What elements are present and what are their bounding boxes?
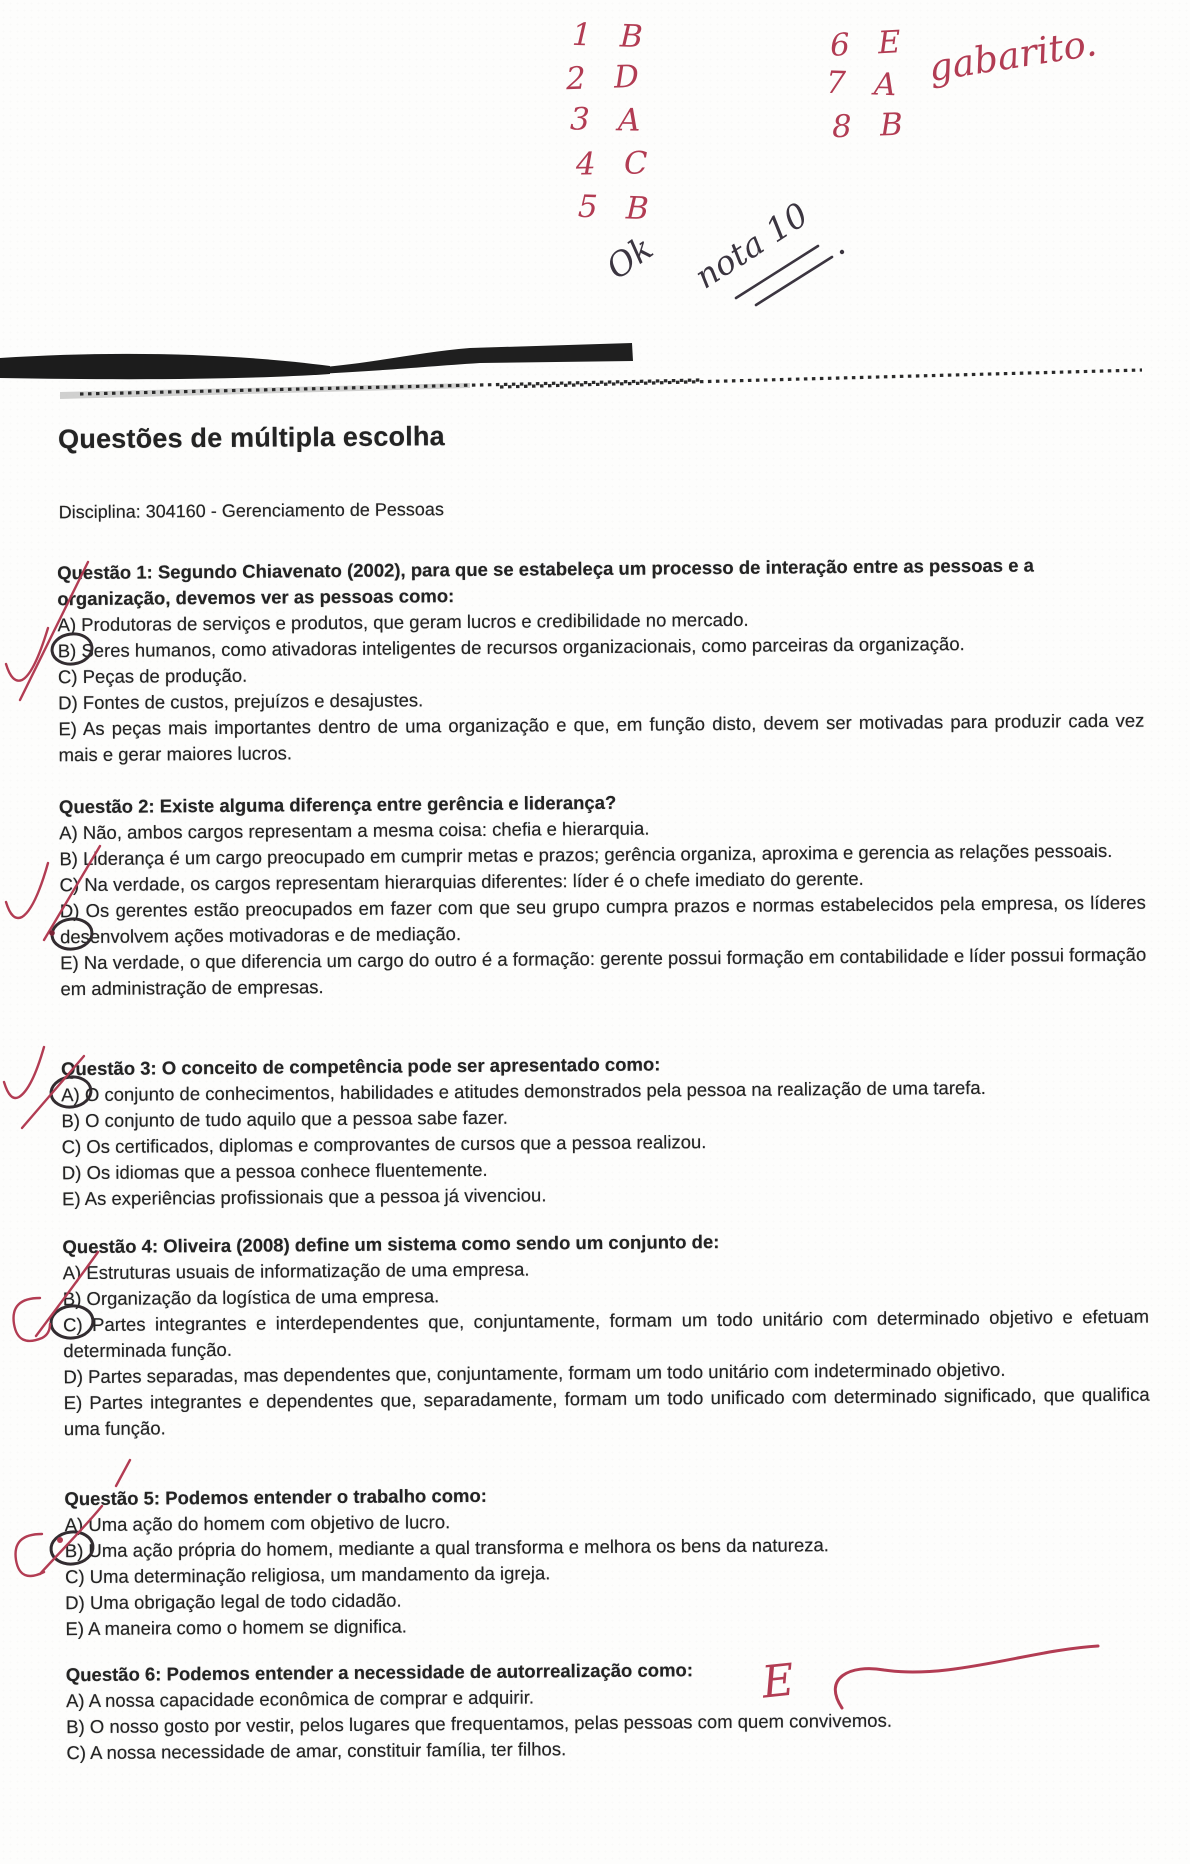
question-2 xyxy=(59,786,1147,1003)
answer-key-answer-letter: B xyxy=(879,106,904,144)
grade-ok-note: Ok xyxy=(599,228,660,287)
answer-key-item-7 xyxy=(825,65,897,103)
answer-key-answer-letter: E xyxy=(877,24,902,62)
question-2-option-d: D) Os gerentes estão preocupados em fazer com que seu grupo cumpra prazos e normas estabelecidos pela empresa, os líderes desenvolvem ações motivadoras e de mediação. xyxy=(59,891,1146,948)
answer-key-question-number: 1 xyxy=(571,16,593,54)
page-title: Questões de múltipla escolha xyxy=(57,421,445,455)
question-4 xyxy=(62,1226,1150,1443)
question-5-option-c: C) Uma determinação religiosa, um mandamento da igreja. xyxy=(64,1562,551,1588)
question-3-header: Questão 3: O conceito de competência pode ser apresentado como: xyxy=(60,1053,661,1080)
question-2-header: Questão 2: Existe alguma diferença entre gerência e liderança? xyxy=(58,791,617,818)
question-3 xyxy=(61,1048,1148,1213)
answer-key-item-2 xyxy=(565,59,639,98)
question-6-option-a: A) A nossa capacidade econômica de comprar e adquirir. xyxy=(65,1686,535,1712)
answer-key-item-5 xyxy=(577,189,649,227)
answer-key-answer-letter: B xyxy=(625,190,650,228)
grade-note: nota 10 xyxy=(687,194,815,297)
gabarito-label: gabarito. xyxy=(925,21,1100,90)
question-4-option-b: B) Organização da logística de uma empresa. xyxy=(62,1285,440,1310)
question-1-option-a: A) Produtoras de serviços e produtos, que geram lucros e credibilidade no mercado. xyxy=(57,608,749,636)
answer-key-answer-letter: C xyxy=(623,145,649,182)
question-1-option-d: D) Fontes de custos, prejuízos e desajustes. xyxy=(58,689,424,714)
question-6-option-b: B) O nosso gosto por vestir, pelos lugares que frequentamos, pelas pessoas com quem convivemos. xyxy=(66,1709,893,1738)
question-6 xyxy=(66,1654,1153,1767)
question-3-option-b: B) O conjunto de tudo aquilo que a pessoa sabe fazer. xyxy=(61,1106,508,1132)
question-4-header: Questão 4: Oliveira (2008) define um sistema como sendo um conjunto de: xyxy=(62,1231,720,1258)
question-5-header: Questão 5: Podemos entender o trabalho como: xyxy=(64,1484,487,1510)
answer-key-item-6 xyxy=(829,24,901,64)
discipline-line: Disciplina: 304160 - Gerenciamento de Pessoas xyxy=(58,499,444,523)
answer-key-item-1 xyxy=(571,17,643,55)
question-4-option-a: A) Estruturas usuais de informatização de uma empresa. xyxy=(62,1258,530,1284)
question-5 xyxy=(64,1478,1151,1643)
answer-key-answer-letter: A xyxy=(873,66,897,104)
answer-key-question-number: 4 xyxy=(575,146,597,183)
question-4-option-e: E) Partes integrantes e dependentes que, separadamente, formam um todo unificado com determinado significado, que qualifica uma função. xyxy=(63,1383,1150,1440)
answer-key-answer-letter: A xyxy=(617,102,641,139)
question-3-option-e: E) As experiências profissionais que a pessoa já vivenciou. xyxy=(61,1184,547,1210)
answer-key-question-number: 2 xyxy=(565,60,587,98)
answer-key-question-number: 8 xyxy=(831,108,853,146)
answer-key-item-3 xyxy=(570,101,641,138)
question-5-option-e: E) A maneira como o homem se dignifica. xyxy=(65,1615,407,1640)
question-1-option-b: B) Seres humanos, como ativadoras inteligentes de recursos organizacionais, como parceiras da organização. xyxy=(57,633,965,662)
question-6-handwritten-answer: E xyxy=(759,1654,797,1709)
question-2-option-c: C) Na verdade, os cargos representam hierarquias diferentes: líder é o chefe imediato do gerente. xyxy=(59,867,864,896)
question-3-option-d: D) Os idiomas que a pessoa conhece fluentemente. xyxy=(61,1158,488,1184)
answer-key-answer-letter: B xyxy=(619,18,644,56)
question-2-option-e: E) Na verdade, o que diferencia um cargo do outro é a formação: gerente possui formação em contabilidade e líder possui formação em administração de empresas. xyxy=(60,943,1147,1000)
question-5-option-d: D) Uma obrigação legal de todo cidadão. xyxy=(65,1589,402,1614)
question-1-option-c: C) Peças de produção. xyxy=(57,664,248,688)
question-6-option-c: C) A nossa necessidade de amar, constituir família, ter filhos. xyxy=(66,1738,567,1764)
question-1-header: Questão 1: Segundo Chiavenato (2002), para que se estabeleça um processo de interação entre as pessoas e a organização, devemos ver as pessoas como: xyxy=(57,554,1034,610)
question-3-option-a: A) O conjunto de conhecimentos, habilidades e atitudes demonstrados pela pessoa na realização de uma tarefa. xyxy=(61,1076,986,1106)
answer-key-item-8 xyxy=(831,107,903,145)
answer-key-answer-letter: D xyxy=(613,58,640,96)
question-1 xyxy=(57,552,1145,769)
answer-key-question-number: 6 xyxy=(829,26,851,64)
question-5-option-a: A) Uma ação do homem com objetivo de lucro. xyxy=(64,1511,451,1536)
answer-key-question-number: 7 xyxy=(825,64,847,102)
question-3-option-c: C) Os certificados, diplomas e comprovantes de cursos que a pessoa realizou. xyxy=(61,1131,707,1158)
answer-key-question-number: 5 xyxy=(577,188,599,226)
question-4-option-d: D) Partes separadas, mas dependentes que, conjuntamente, formam um todo unitário com indeterminado objetivo. xyxy=(63,1358,1006,1388)
answer-key-question-number: 3 xyxy=(569,101,591,138)
question-2-option-a: A) Não, ambos cargos representam a mesma coisa: chefia e hierarquia. xyxy=(59,817,650,844)
question-5-option-b: B) Uma ação própria do homem, mediante a qual transforma e melhora os bens da natureza. xyxy=(64,1534,829,1562)
answer-key-item-4 xyxy=(576,145,648,182)
question-2-option-b: B) Liderança é um cargo preocupado em cumprir metas e prazos; gerência organiza, aproxima e gerencia as relações pessoais. xyxy=(59,839,1113,870)
question-6-header: Questão 6: Podemos entender a necessidade de autorrealização como: xyxy=(65,1659,694,1686)
question-4-option-c: C) Partes integrantes e interdependentes que, conjuntamente, formam um todo unitário com determinado objetivo e efetuam determinada função. xyxy=(62,1305,1150,1362)
question-1-option-e: E) As peças mais importantes dentro de uma organização e que, em função disto, devem ser motivadas para produzir cada vez mais e gerar maiores lucros. xyxy=(58,709,1145,766)
